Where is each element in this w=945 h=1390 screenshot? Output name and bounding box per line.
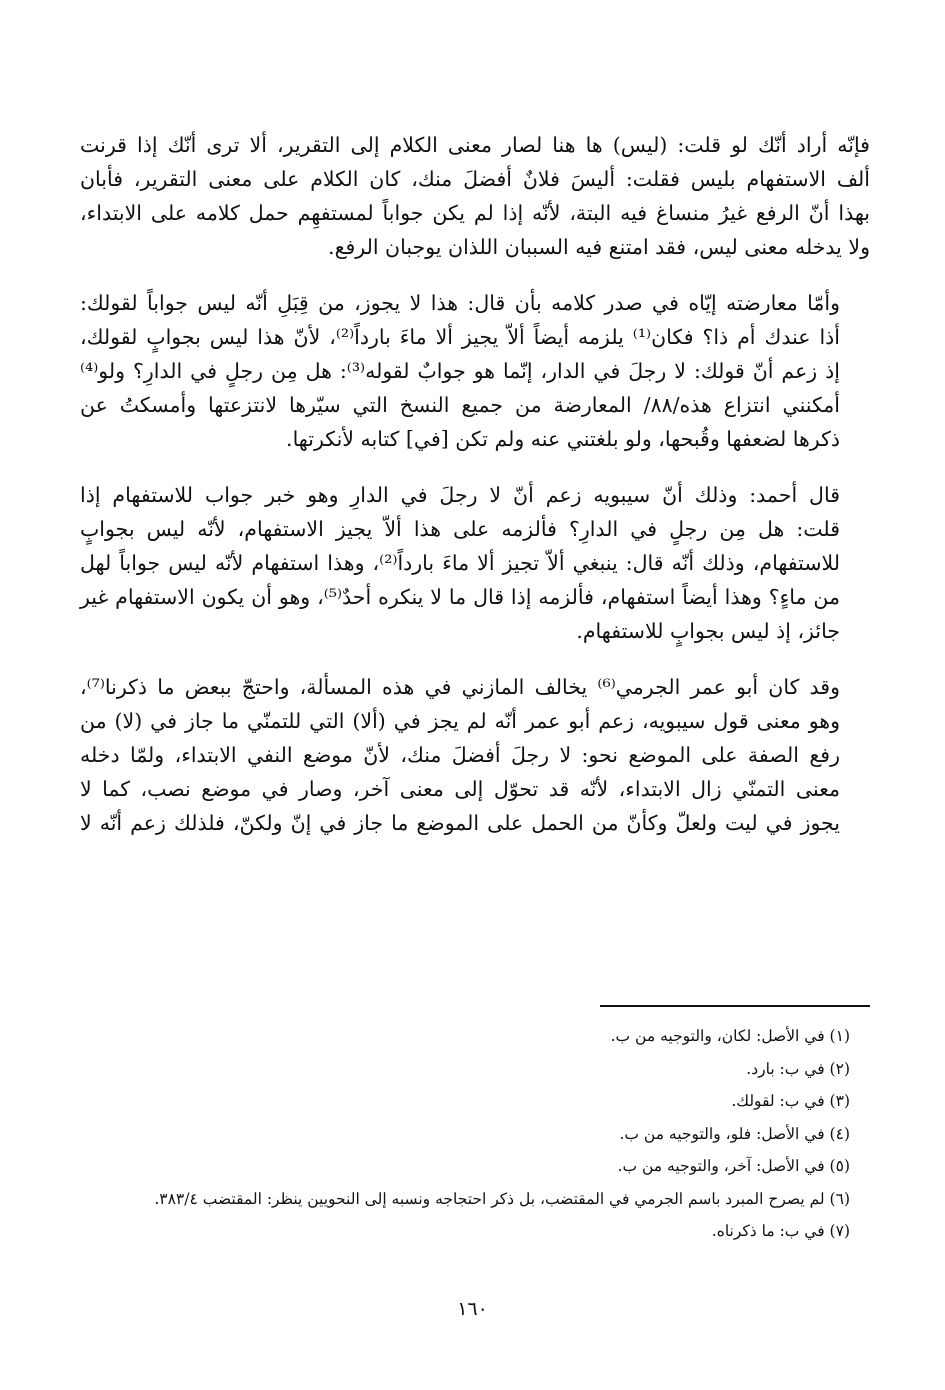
- footnote: (٣) في ب: لقولك.: [731, 1092, 850, 1110]
- paragraph-1: [80, 128, 870, 264]
- footnote: (٢) في ب: بارد.: [746, 1059, 850, 1078]
- text-line: وقد كان أبو عمر الجرمي⁽⁶⁾ يخالف المازني في هذه المسألة، واحتجّ ببعض ما ذكرنا⁽⁷⁾،: [80, 675, 840, 699]
- text-line: جائز، إذ ليس بجوابٍ للاستفهام.: [576, 619, 840, 643]
- text-line: للاستفهام، وذلك أنّه قال: ينبغي ألاّ تجيز ألا ماءَ بارداً⁽²⁾، وهذا استفهام لأنّه ليس جواباً لهل: [80, 551, 840, 575]
- paragraph-4: [80, 670, 870, 840]
- text-line: وأمّا معارضته إيّاه في صدر كلامه بأن قال: هذا لا يجوز، من قِبَلِ أنّه ليس جواباً لقولك:: [80, 291, 840, 315]
- text-line: أذا عندك أم ذا؟ فكان⁽¹⁾ يلزمه أيضاً ألاّ يجيز ألا ماءَ بارداً⁽²⁾، لأنّ هذا ليس بجوابٍ لقولك،: [80, 325, 840, 349]
- footnotes-list: [60, 1020, 850, 1248]
- text-line: ذكرها لضعفها وقُبحها، ولو بلغتني عنه ولم تكن [في] كتابه لأنكرتها.: [286, 427, 840, 451]
- page-number: ١٦٠: [457, 1298, 488, 1320]
- footnote: (٤) في الأصل: فلو، والتوجيه من ب.: [619, 1124, 850, 1143]
- footnote: (١) في الأصل: لكان، والتوجيه من ب.: [610, 1027, 850, 1045]
- text-line: ولا يدخله معنى ليس، فقد امتنع فيه السببان اللذان يوجبان الرفع.: [328, 235, 870, 259]
- text-line: قلت: هل مِن رجلٍ في الدارِ؟ فألزمه على هذا ألاّ يجيز الاستفهام، لأنّه ليس بجوابٍ: [80, 517, 840, 541]
- text-line: من ماءٍ؟ وهذا أيضاً استفهام، فألزمه إذا قال ما لا ينكره أحدٌ⁽⁵⁾، وهو أن يكون الاستفهام غير: [80, 585, 840, 609]
- footnote: (٦) لم يصرح المبرد باسم الجرمي في المقتضب، بل ذكر احتجاجه ونسبه إلى النحويين ينظر: المقتضب ٣٨٣/٤.: [154, 1189, 850, 1208]
- text-line: أمكنني انتزاع هذه/٨٨/ المعارضة من جميع النسخ التي سيّرها لانتزعتها وأمسكتُ عن: [80, 393, 840, 417]
- paragraph-3: [80, 478, 870, 648]
- text-line: بهذا أنّ الرفع غيرُ منساغ فيه البتة، لأنّه إذا لم يكن جواباً لمستفهِم حمل كلامه على الابتداء،: [80, 201, 870, 225]
- text-line: رفع الصفة على الموضع نحو: لا رجلَ أفضلَ منك، لأنّ موضع النفي الابتداء، ولمّا دخله: [80, 743, 840, 767]
- footnote: (٧) في ب: ما ذكرناه.: [711, 1222, 850, 1240]
- text-line: وهو معنى قول سيبويه، زعم أبو عمر أنّه لم يجز في (ألا) التي للتمنّي ما جاز في (لا) من: [80, 709, 840, 733]
- footnote: (٥) في الأصل: آخر، والتوجيه من ب.: [617, 1157, 850, 1175]
- text-line: قال أحمد: وذلك أنّ سيبويه زعم أنّ لا رجلَ في الدارِ وهو خبر جواب للاستفهام إذا: [80, 483, 840, 507]
- footnote-divider: [600, 1005, 870, 1007]
- text-line: يجوز في ليت ولعلّ وكأنّ من الحمل على الموضع ما جاز في إنّ ولكنّ، فلذلك زعم أنّه لا: [80, 811, 840, 835]
- text-line: فإنّه أراد أنّك لو قلت: (ليس) ها هنا لصار معنى الكلام إلى التقرير، ألا ترى أنّك إذا قرنت: [80, 133, 870, 157]
- paragraph-2: [80, 286, 870, 456]
- text-line: معنى التمنّي زال الابتداء، لأنّه قد تحوّل إلى معنى آخر، وصار في موضع نصب، كما لا: [80, 777, 840, 801]
- text-line: ألف الاستفهام بليس فقلت: أليسَ فلانٌ أفضلَ منك، كان الكلام على معنى التقرير، فأبان: [80, 167, 870, 191]
- main-text: [80, 128, 870, 862]
- text-line: إذ زعم أنّ قولك: لا رجلَ في الدار، إنّما هو جوابٌ لقوله⁽³⁾: هل مِن رجلٍ في الدارِ؟ ولو⁽⁴⁾: [80, 359, 840, 383]
